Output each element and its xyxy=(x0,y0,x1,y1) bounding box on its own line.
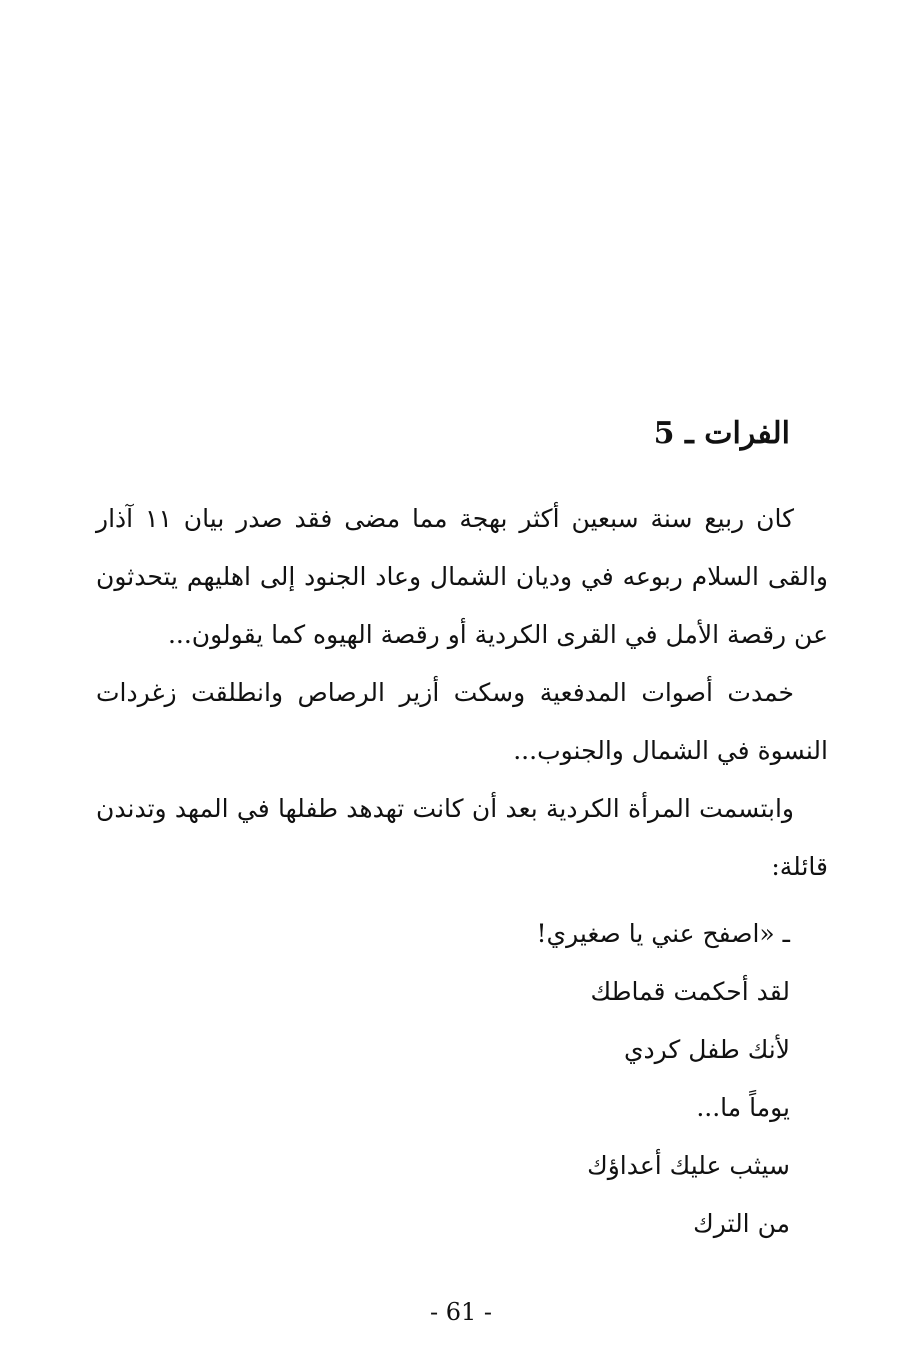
poem-line-2: لقد أحكمت قماطك xyxy=(590,977,790,1006)
poem-line-3: لأنك طفل كردي xyxy=(623,1035,790,1064)
poem-block xyxy=(537,905,790,1253)
poem-line-4: يوماً ما... xyxy=(696,1093,790,1122)
poem-line-1: ـ «اصفح عني يا صغيري! xyxy=(536,919,790,948)
page-number: - 61 - xyxy=(429,1298,492,1326)
paragraph-1: كان ربيع سنة سبعين أكثر بهجة مما مضى فقد صدر بيان ١١ آذار والقى السلام ربوعه في وديان الشمال وعاد الجنود إلى اهليهم يتحدثون عن رقصة الأمل في القرى الكردية أو رقصة الهيوه كما يقولون... xyxy=(96,504,828,649)
poem-line-5: سيثب عليك أعداؤك xyxy=(587,1151,790,1180)
paragraph-3: وابتسمت المرأة الكردية بعد أن كانت تهدهد طفلها في المهد وتدندن قائلة: xyxy=(96,794,828,881)
paragraph-2: خمدت أصوات المدفعية وسكت أزير الرصاص وانطلقت زغردات النسوة في الشمال والجنوب... xyxy=(96,678,828,765)
poem-line-6: من الترك xyxy=(693,1209,790,1238)
chapter-title: الفرات ـ 5 xyxy=(653,416,790,451)
body-text xyxy=(96,490,828,896)
